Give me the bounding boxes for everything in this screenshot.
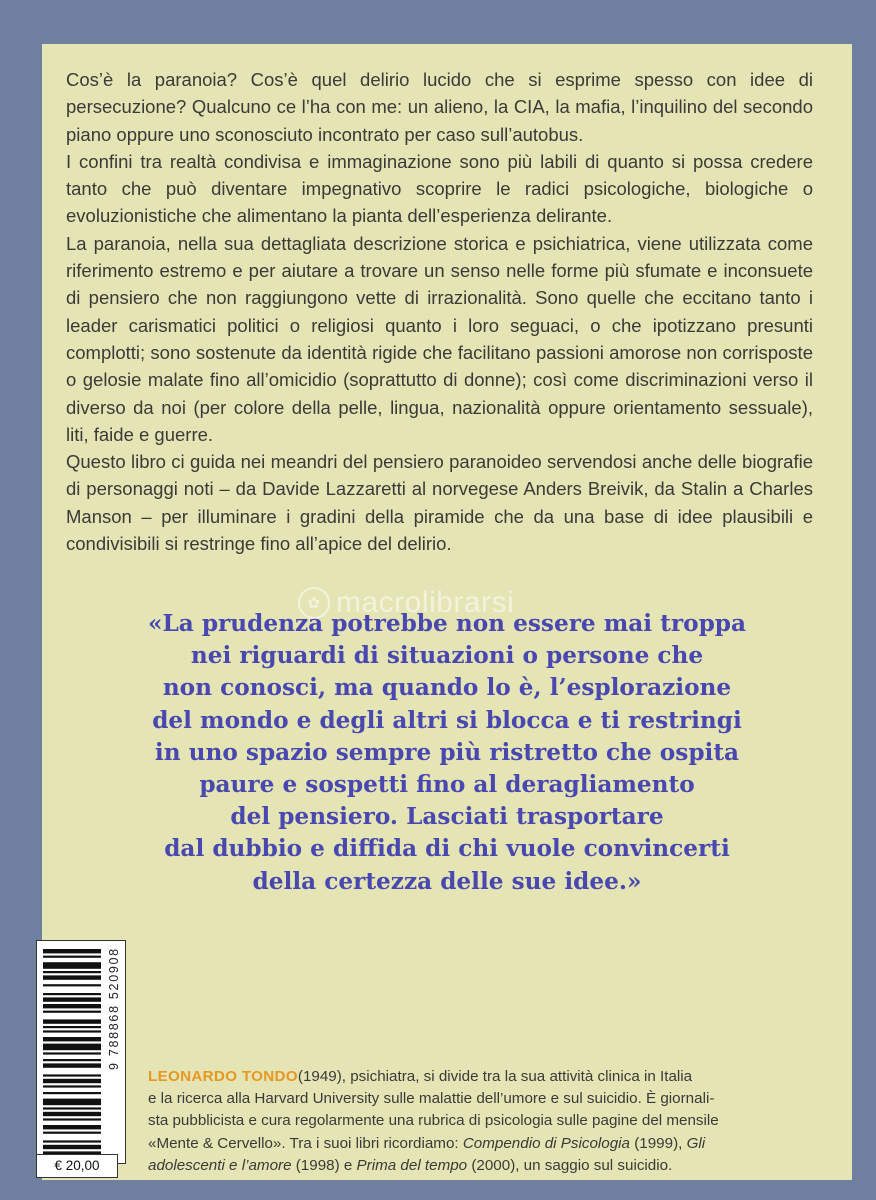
barcode-bar [43,1132,101,1134]
barcode-bar [43,1118,101,1120]
blurb-paragraph: Cos’è la paranoia? Cos’è quel delirio lucido che si esprime spesso con idee di persecuzione? Qualcuno ce l’ha con me: un alieno, la CIA, la mafia, l’inquilino del secondo piano oppure uno sconosciuto incontrato per caso sull’autobus. [66,69,813,145]
barcode-bar [43,956,101,958]
blurb [66,66,813,557]
barcode-bar [43,1085,101,1087]
barcode-bar [43,1026,101,1028]
price-label: € 20,00 [36,1154,118,1178]
barcode-bar [43,1092,101,1094]
barcode-bar [43,1030,101,1032]
barcode-bar [43,1074,101,1076]
book-title: adolescenti e l’amore [148,1156,292,1174]
barcode-bar [43,997,101,1001]
barcode-bar [43,1063,101,1067]
barcode-bar [43,1059,101,1061]
barcode-bar [43,1099,101,1106]
blurb-paragraph: Questo libro ci guida nei meandri del pensiero paranoideo servendosi anche delle biografie di personaggi noti – da Davide Lazzaretti al norvegese Anders Breivik, da Stalin a Charles Manson – per illuminare i gradini della piramide che da una base di idee plausibili e condivisibili si restringe fino all’apice del delirio. [66,451,813,555]
barcode-bar [43,949,101,953]
barcode-bar [43,1052,101,1054]
quote-line: del mondo e degli altri si blocca e ti restringi [152,706,742,734]
quote-line: in uno spazio sempre più ristretto che ospita [154,738,740,766]
barcode-bar [43,1145,101,1149]
quote-line: della certezza delle sue idee.» [252,867,642,895]
barcode-bar [43,1019,101,1023]
watermark-text: macrolibrarsi [336,586,515,619]
barcode-bar [43,971,101,973]
quote-line: del pensiero. Lasciati trasportare [230,803,664,831]
author-name: LEONARDO TONDO [148,1068,298,1085]
bio-text: (2000), un saggio sul suicidio. [467,1156,673,1174]
book-title: Compendio di Psicologia [462,1134,631,1152]
bio-text: (1999), [630,1134,687,1152]
barcode-bar [43,1044,101,1051]
barcode-bar [43,1112,101,1116]
barcode-bar [43,1107,101,1109]
bio-text: «Mente & Cervello». Tra i suoi libri ricordiamo: [148,1134,463,1152]
quote-line: «La prudenza potrebbe non essere mai troppa [147,610,747,637]
quote-line: non conosci, ma quando lo è, l’esplorazione [162,674,732,702]
barcode-bar [43,1140,101,1142]
quote-line: dal dubbio e diffida di chi vuole convincerti [164,835,730,863]
barcode-bar [43,962,101,969]
quote-line: paure e sospetti fino al deragliamento [199,771,695,799]
barcode-bar [43,975,101,979]
bio-text: sta pubblicista e cura regolarmente una rubrica di psicologia sulle pagine del mensile [148,1112,719,1130]
barcode-bar [43,1125,101,1129]
bio-text: (1949), psichiatra, si divide tra la sua attività clinica in Italia [297,1068,693,1085]
author-bio [148,1066,818,1177]
bio-text: e la ricerca alla Harvard University sulle malattie dell’umore e sul suicidio. È giornali- [148,1090,715,1108]
leaf-logo-icon: ✿ [298,587,330,619]
quote-line: nei riguardi di situazioni o persone che [190,642,704,670]
pull-quote [66,608,828,898]
book-title: Prima del tempo [356,1156,468,1174]
barcode-bar [43,984,101,986]
book-title: Gli [686,1134,706,1152]
barcode-bar [43,1037,101,1041]
bio-text: (1998) e [291,1156,357,1174]
blurb-paragraph: I confini tra realtà condivisa e immaginazione sono più labili di quanto si possa credere tanto che può diventare impegnativo scoprire le radici psicologiche, biologiche o evoluzionistiche che alimentano la pianta dell’esperienza delirante. [66,150,813,227]
blurb-paragraph: La paranoia, nella sua dettagliata descrizione storica e psichiatrica, viene utilizzata come riferimento estremo e per aiutare a trovare un senso nelle forme più sfumate e inconsuete di pensiero che non raggiungono vette di irrazionalità. Sono quelle che eccitano tanto i leader carismatici politici o religiosi quanto i loro seguaci, o che ipotizzano presunti complotti; sono sostenute da identità rigide che facilitano passioni amorose non corrisposte o gelosie malate fino all’omicidio (soprattutto di donne); così come discriminazioni verso il diverso da noi (per colore della pelle, lingua, nazionalità oppure orientamento sessuale), liti, faide e guerre. [66,232,813,445]
isbn-digits: 9 788868 520908 [107,947,121,1070]
barcode-bar [43,1079,101,1083]
barcode-bars [43,949,101,1157]
isbn-barcode [36,940,126,1164]
barcode-bar [43,1004,101,1008]
barcode-bar [43,993,101,995]
barcode-bar [43,1011,101,1013]
